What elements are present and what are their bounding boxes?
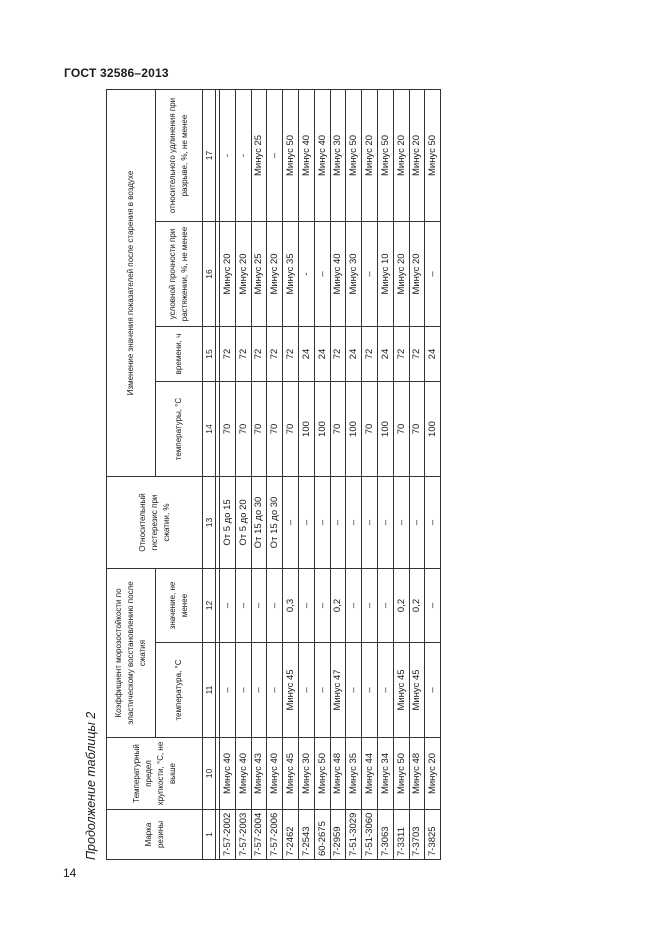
header-frost-value: значение, не менее bbox=[156, 569, 203, 643]
table-cell: 100 bbox=[314, 382, 330, 477]
table-cell-mark: 7-3063 bbox=[377, 810, 393, 860]
table-cell: 70 bbox=[220, 382, 236, 477]
table-cell: 0,2 bbox=[330, 569, 346, 643]
table-row bbox=[425, 89, 441, 859]
table-cell: Минус 20 bbox=[393, 222, 409, 327]
table-cell: 70 bbox=[409, 382, 425, 477]
table-cell: – bbox=[267, 569, 283, 643]
document-standard-title: ГОСТ 32586–2013 bbox=[64, 66, 169, 80]
table-cell: Минус 50 bbox=[377, 89, 393, 221]
table-cell: Минус 40 bbox=[220, 738, 236, 810]
table-cell: 24 bbox=[346, 327, 362, 382]
table-cell: – bbox=[314, 477, 330, 569]
table-row bbox=[409, 89, 425, 859]
table-cell: – bbox=[298, 477, 314, 569]
table-row bbox=[346, 89, 362, 859]
table-cell: Минус 20 bbox=[425, 738, 441, 810]
table-cell: – bbox=[235, 643, 251, 738]
rotated-table-area bbox=[84, 90, 441, 860]
table-cell: Минус 45 bbox=[393, 643, 409, 738]
table-cell: 72 bbox=[251, 327, 267, 382]
header-temp-limit: Температурный предел хрупкости, °С, не выше bbox=[107, 738, 203, 810]
table-cell: – bbox=[362, 569, 378, 643]
table-cell-mark: 7-2462 bbox=[283, 810, 299, 860]
table-cell: Минус 35 bbox=[283, 222, 299, 327]
table-cell: – bbox=[298, 643, 314, 738]
table-cell: 100 bbox=[346, 382, 362, 477]
table-cell: 72 bbox=[220, 327, 236, 382]
table-row bbox=[267, 89, 283, 859]
table-cell: Минус 48 bbox=[409, 738, 425, 810]
table-cell-mark: 7-57-2003 bbox=[235, 810, 251, 860]
table-cell: – bbox=[314, 569, 330, 643]
table-cell: Минус 45 bbox=[283, 738, 299, 810]
table-cell: – bbox=[393, 477, 409, 569]
table-cell: – bbox=[283, 477, 299, 569]
table-cell: От 15 до 30 bbox=[251, 477, 267, 569]
table-cell: – bbox=[377, 643, 393, 738]
table-row bbox=[330, 89, 346, 859]
header-mark: Марка резины bbox=[107, 810, 203, 860]
table-cell: 24 bbox=[298, 327, 314, 382]
table-row bbox=[362, 89, 378, 859]
table-cell: – bbox=[362, 222, 378, 327]
table-cell: Минус 20 bbox=[235, 222, 251, 327]
table-cell: Минус 20 bbox=[362, 89, 378, 221]
table-cell: 72 bbox=[330, 327, 346, 382]
table-cell: – bbox=[314, 222, 330, 327]
table-cell: 24 bbox=[425, 327, 441, 382]
table-cell-mark: 7-51-3060 bbox=[362, 810, 378, 860]
table-cell: 72 bbox=[362, 327, 378, 382]
table-cell: От 5 до 15 bbox=[220, 477, 236, 569]
table-cell: 72 bbox=[393, 327, 409, 382]
table-cell: – bbox=[425, 222, 441, 327]
column-number: 1 bbox=[203, 810, 216, 860]
header-aging-time: времени, ч bbox=[156, 327, 203, 382]
table-row bbox=[235, 89, 251, 859]
table-cell: – bbox=[362, 643, 378, 738]
table-cell: – bbox=[362, 477, 378, 569]
table-cell: Минус 50 bbox=[314, 738, 330, 810]
table-cell: 100 bbox=[425, 382, 441, 477]
table-cell: 72 bbox=[409, 327, 425, 382]
page-number: 14 bbox=[63, 866, 77, 880]
column-number: 17 bbox=[203, 89, 216, 221]
header-row-top bbox=[107, 89, 156, 859]
column-number: 15 bbox=[203, 327, 216, 382]
header-frost-group: Коэффициент морозостойкости по эластическому восстановлению после сжатия bbox=[107, 569, 156, 738]
table-cell: 72 bbox=[267, 327, 283, 382]
column-number: 13 bbox=[203, 477, 216, 569]
table-cell: Минус 45 bbox=[409, 643, 425, 738]
table-cell: Минус 40 bbox=[314, 89, 330, 221]
table-cell: Минус 40 bbox=[330, 222, 346, 327]
table-cell-mark: 7-57-2006 bbox=[267, 810, 283, 860]
table-cell-mark: 7-3311 bbox=[393, 810, 409, 860]
table-cell: 100 bbox=[377, 382, 393, 477]
table-cell: 70 bbox=[330, 382, 346, 477]
table-cell: Минус 30 bbox=[298, 738, 314, 810]
column-number: 11 bbox=[203, 643, 216, 738]
table-cell: 72 bbox=[235, 327, 251, 382]
rotated-content bbox=[84, 90, 441, 860]
table-cell: Минус 44 bbox=[362, 738, 378, 810]
table-row bbox=[298, 89, 314, 859]
table-row bbox=[283, 89, 299, 859]
table-cell: – bbox=[220, 643, 236, 738]
table-cell: 70 bbox=[362, 382, 378, 477]
table-cell: Минус 20 bbox=[409, 222, 425, 327]
table-row bbox=[377, 89, 393, 859]
table-cell-mark: 7-51-3029 bbox=[346, 810, 362, 860]
table-cell: – bbox=[314, 643, 330, 738]
table-cell: 70 bbox=[235, 382, 251, 477]
table-cell: – bbox=[298, 569, 314, 643]
table-cell: Минус 10 bbox=[377, 222, 393, 327]
table-cell: – bbox=[425, 477, 441, 569]
table-cell: – bbox=[235, 569, 251, 643]
table-cell: – bbox=[346, 643, 362, 738]
table-cell-mark: 7-57-2004 bbox=[251, 810, 267, 860]
table-cell: Минус 40 bbox=[267, 738, 283, 810]
table-cell: – bbox=[267, 89, 283, 221]
table-cell-mark: 7-3703 bbox=[409, 810, 425, 860]
table-cell-mark: 7-57-2002 bbox=[220, 810, 236, 860]
table-cell: Минус 25 bbox=[251, 222, 267, 327]
header-frost-temp: температура, °С bbox=[156, 643, 203, 738]
table-cell: – bbox=[425, 569, 441, 643]
table-cell: 72 bbox=[283, 327, 299, 382]
table-cell: Минус 30 bbox=[346, 222, 362, 327]
table-cell: 70 bbox=[267, 382, 283, 477]
table-cell: Минус 35 bbox=[346, 738, 362, 810]
table-cell: Минус 48 bbox=[330, 738, 346, 810]
table-cell: Минус 40 bbox=[235, 738, 251, 810]
table-body bbox=[220, 89, 441, 859]
table-cell: Минус 50 bbox=[425, 89, 441, 221]
table-cell: – bbox=[377, 477, 393, 569]
table-cell: – bbox=[330, 477, 346, 569]
table-cell: 70 bbox=[251, 382, 267, 477]
table-cell: Минус 30 bbox=[330, 89, 346, 221]
header-aging-group: Изменение значения показателей после старения в воздухе bbox=[107, 89, 156, 476]
table-cell: 70 bbox=[393, 382, 409, 477]
data-table bbox=[106, 89, 441, 860]
table-row bbox=[314, 89, 330, 859]
table-cell: – bbox=[267, 643, 283, 738]
table-cell: Минус 20 bbox=[220, 222, 236, 327]
column-number-row bbox=[203, 89, 216, 859]
table-row bbox=[220, 89, 236, 859]
table-cell: – bbox=[251, 569, 267, 643]
header-aging-temp: температуры, °С bbox=[156, 382, 203, 477]
table-cell: Минус 40 bbox=[298, 89, 314, 221]
table-cell: Минус 50 bbox=[283, 89, 299, 221]
table-cell-mark: 60-2675 bbox=[314, 810, 330, 860]
table-cell: Минус 25 bbox=[251, 89, 267, 221]
table-cell-mark: 7-2543 bbox=[298, 810, 314, 860]
table-cell: Минус 45 bbox=[283, 643, 299, 738]
table-cell: Минус 50 bbox=[346, 89, 362, 221]
table-cell-mark: 7-2959 bbox=[330, 810, 346, 860]
table-cell: 0,3 bbox=[283, 569, 299, 643]
table-cell: 0,2 bbox=[393, 569, 409, 643]
header-aging-elong: относительного удлинения при разрыве, %, не менее bbox=[156, 89, 203, 221]
column-number: 12 bbox=[203, 569, 216, 643]
table-cell: – bbox=[220, 569, 236, 643]
table-cell: Минус 43 bbox=[251, 738, 267, 810]
table-cell: Минус 20 bbox=[267, 222, 283, 327]
table-cell: – bbox=[346, 569, 362, 643]
table-cell: – bbox=[425, 643, 441, 738]
table-cell-mark: 7-3825 bbox=[425, 810, 441, 860]
table-cell: – bbox=[409, 477, 425, 569]
table-cell: 24 bbox=[377, 327, 393, 382]
table-cell: – bbox=[251, 643, 267, 738]
table-cell: Минус 47 bbox=[330, 643, 346, 738]
header-hysteresis: Относительный гистерезис при сжатии, % bbox=[107, 477, 203, 569]
table-cell: От 5 до 20 bbox=[235, 477, 251, 569]
table-cell: - bbox=[298, 222, 314, 327]
table-cell: 70 bbox=[283, 382, 299, 477]
table-cell: – bbox=[346, 477, 362, 569]
table-cell: Минус 20 bbox=[393, 89, 409, 221]
column-number: 10 bbox=[203, 738, 216, 810]
table-cell: - bbox=[235, 89, 251, 221]
table-cell: От 15 до 30 bbox=[267, 477, 283, 569]
column-number: 16 bbox=[203, 222, 216, 327]
table-row bbox=[251, 89, 267, 859]
table-cell: 24 bbox=[314, 327, 330, 382]
table-cell: Минус 34 bbox=[377, 738, 393, 810]
table-row bbox=[393, 89, 409, 859]
table-cell: Минус 50 bbox=[393, 738, 409, 810]
table-cell: – bbox=[377, 569, 393, 643]
table-cell: 0,2 bbox=[409, 569, 425, 643]
table-cell: 100 bbox=[298, 382, 314, 477]
column-number: 14 bbox=[203, 382, 216, 477]
table-caption: Продолжение таблицы 2 bbox=[84, 711, 98, 860]
table-cell: Минус 20 bbox=[409, 89, 425, 221]
header-aging-strength: условной прочности при растяжении, %, не менее bbox=[156, 222, 203, 327]
table-cell: - bbox=[220, 89, 236, 221]
